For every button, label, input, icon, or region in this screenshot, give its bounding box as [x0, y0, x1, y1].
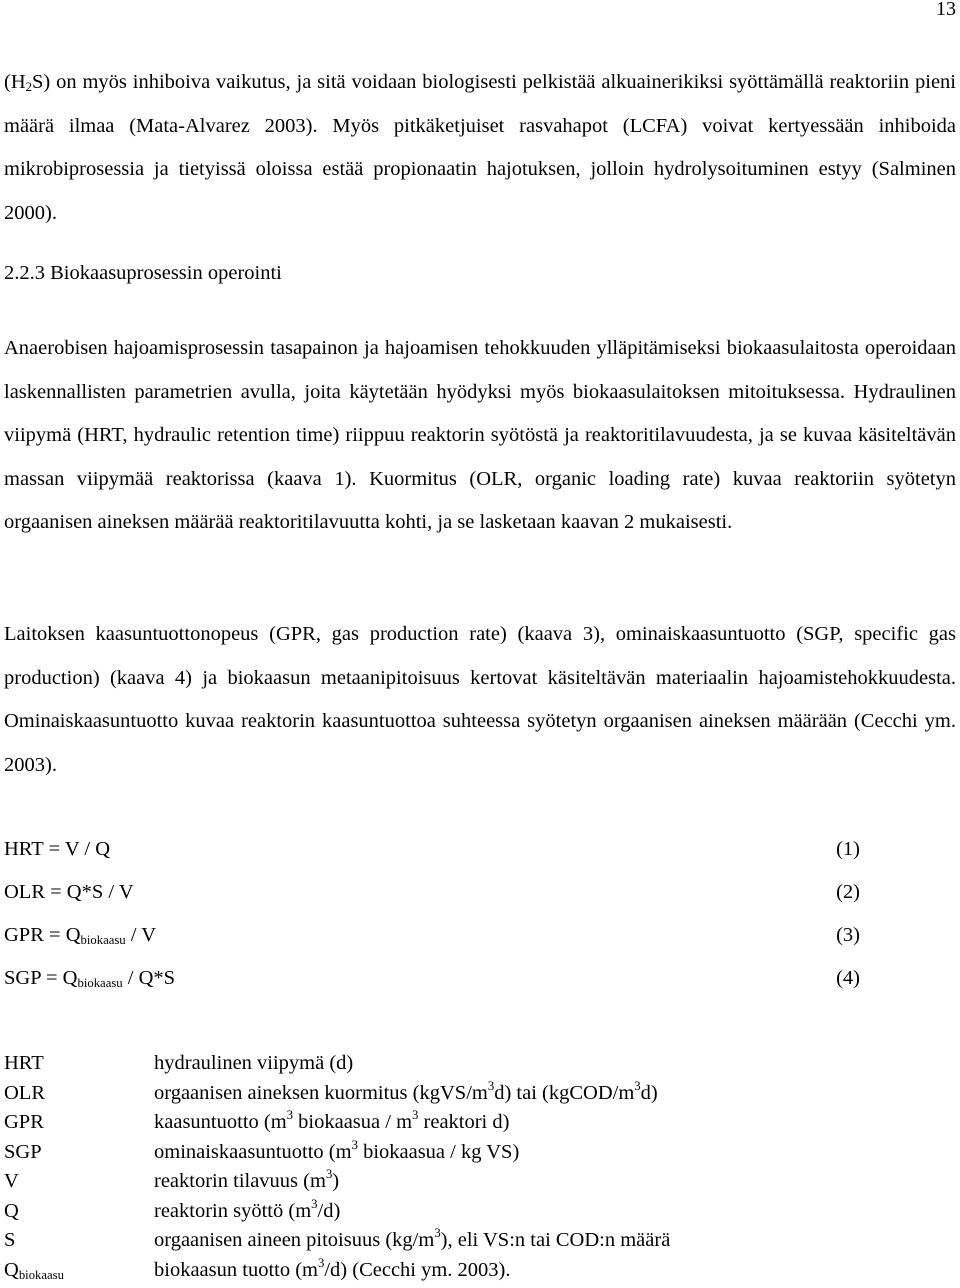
symbol-row-gpr: [4, 1111, 954, 1141]
symbol-desc: reaktorin syöttö $(m^3/d)$: [154, 1200, 340, 1223]
formula-gpr: [4, 924, 860, 954]
symbol-abbr: SGP: [4, 1141, 154, 1164]
section-heading: 2.2.3 Biokaasuprosessin operointi: [4, 262, 282, 285]
symbol-abbr: GPR: [4, 1111, 154, 1134]
symbol-abbr: Q: [4, 1200, 154, 1223]
formula-number: (3): [836, 924, 860, 947]
symbol-desc: ominaiskaasuntuotto ($m^3$ biokaasua / kg VS): [154, 1141, 519, 1164]
subscript: 2: [26, 80, 32, 94]
formula-text: OLR = Q*S / V: [4, 881, 134, 904]
symbol-abbr: $Q_{biokaasu}$: [4, 1259, 154, 1282]
formula-number: (2): [836, 881, 860, 904]
formula-text: HRT = V / Q: [4, 838, 110, 861]
formula-text: SGP = $Q_{biokaasu} / Q*S$: [4, 967, 175, 990]
formula-number: (1): [836, 838, 860, 861]
paragraph-operation: Anaerobisen hajoamisprosessin tasapainon ja hajoamisen tehokkuuden ylläpitämiseksi biokaasulaitosta operoidaan laskennallisten parametrien avulla, joita käytetään hyödyksi myös biokaasulaitoksen mitoituksessa. Hydraulinen viipymä (HRT, hydraulic retention time) riippuu reaktorin syötöstä ja reaktoritilavuudesta, ja se kuvaa käsiteltävän massan viipymää reaktorissa (kaava 1). Kuormitus (OLR, organic loading rate) kuvaa reaktoriin syötetyn orgaanisen aineksen määrää reaktoritilavuutta kohti, ja se lasketaan kaavan 2 mukaisesti.: [4, 327, 956, 545]
symbol-row-sgp: [4, 1141, 954, 1171]
symbol-row-v: [4, 1170, 954, 1200]
symbol-abbr: V: [4, 1170, 154, 1193]
symbol-abbr: HRT: [4, 1052, 154, 1075]
symbol-row-olr: [4, 1082, 954, 1112]
formula-number: (4): [836, 967, 860, 990]
symbol-desc: orgaanisen aineksen kuormitus $(kgVS/m^3d)$ tai $(kgCOD/m^3d)$: [154, 1082, 658, 1105]
symbol-desc: hydraulinen viipymä (d): [154, 1052, 353, 1075]
paragraph-text: (H: [4, 71, 26, 93]
symbol-row-s: [4, 1229, 954, 1259]
paragraph-inhibition: [4, 61, 956, 235]
paragraph-gas-production: Laitoksen kaasuntuottonopeus (GPR, gas production rate) (kaava 3), ominaiskaasuntuotto (SGP, specific gas production) (kaava 4) ja biokaasun metaanipitoisuus kertovat käsiteltävän materiaalin hajoamistehokkuudesta. Ominaiskaasuntuotto kuvaa reaktorin kaasuntuottoa suhteessa syötetyn orgaanisen aineksen määrään (Cecchi ym. 2003).: [4, 613, 956, 787]
symbol-row-hrt: [4, 1052, 954, 1082]
symbol-desc: kaasuntuotto ($m^3$ biokaasua / $m^3$ reaktori d): [154, 1111, 509, 1134]
formula-sgp: [4, 967, 860, 997]
symbol-row-q-biokaasu: [4, 1259, 954, 1288]
symbol-list: [4, 1052, 954, 1288]
symbol-desc: orgaanisen aineen pitoisuus $(kg/m^3)$, eli VS:n tai COD:n määrä: [154, 1229, 670, 1252]
symbol-abbr: S: [4, 1229, 154, 1252]
page-number: 13: [936, 0, 956, 21]
symbol-desc: reaktorin tilavuus $(m^3)$: [154, 1170, 339, 1193]
symbol-row-q: [4, 1200, 954, 1230]
formula-olr: [4, 881, 860, 911]
symbol-desc: biokaasun tuotto $(m^3/d)$ (Cecchi ym. 2003).: [154, 1259, 511, 1282]
formula-text: GPR = $Q_{biokaasu}$ / V: [4, 924, 156, 947]
formula-hrt: [4, 838, 860, 868]
symbol-abbr: OLR: [4, 1082, 154, 1105]
paragraph-text: S) on myös inhiboiva vaikutus, ja sitä voidaan biologisesti pelkistää alkuainerikiksi syöttämällä reaktoriin pieni määrä ilmaa (Mata-Alvarez 2003). Myös pitkäketjuiset rasvahapot (LCFA) voivat kertyessään inhiboida mikrobiprosessia ja tietyissä oloissa estää propionaatin hajotuksen, jolloin hydrolysoituminen estyy (Salminen 2000).: [4, 71, 956, 224]
